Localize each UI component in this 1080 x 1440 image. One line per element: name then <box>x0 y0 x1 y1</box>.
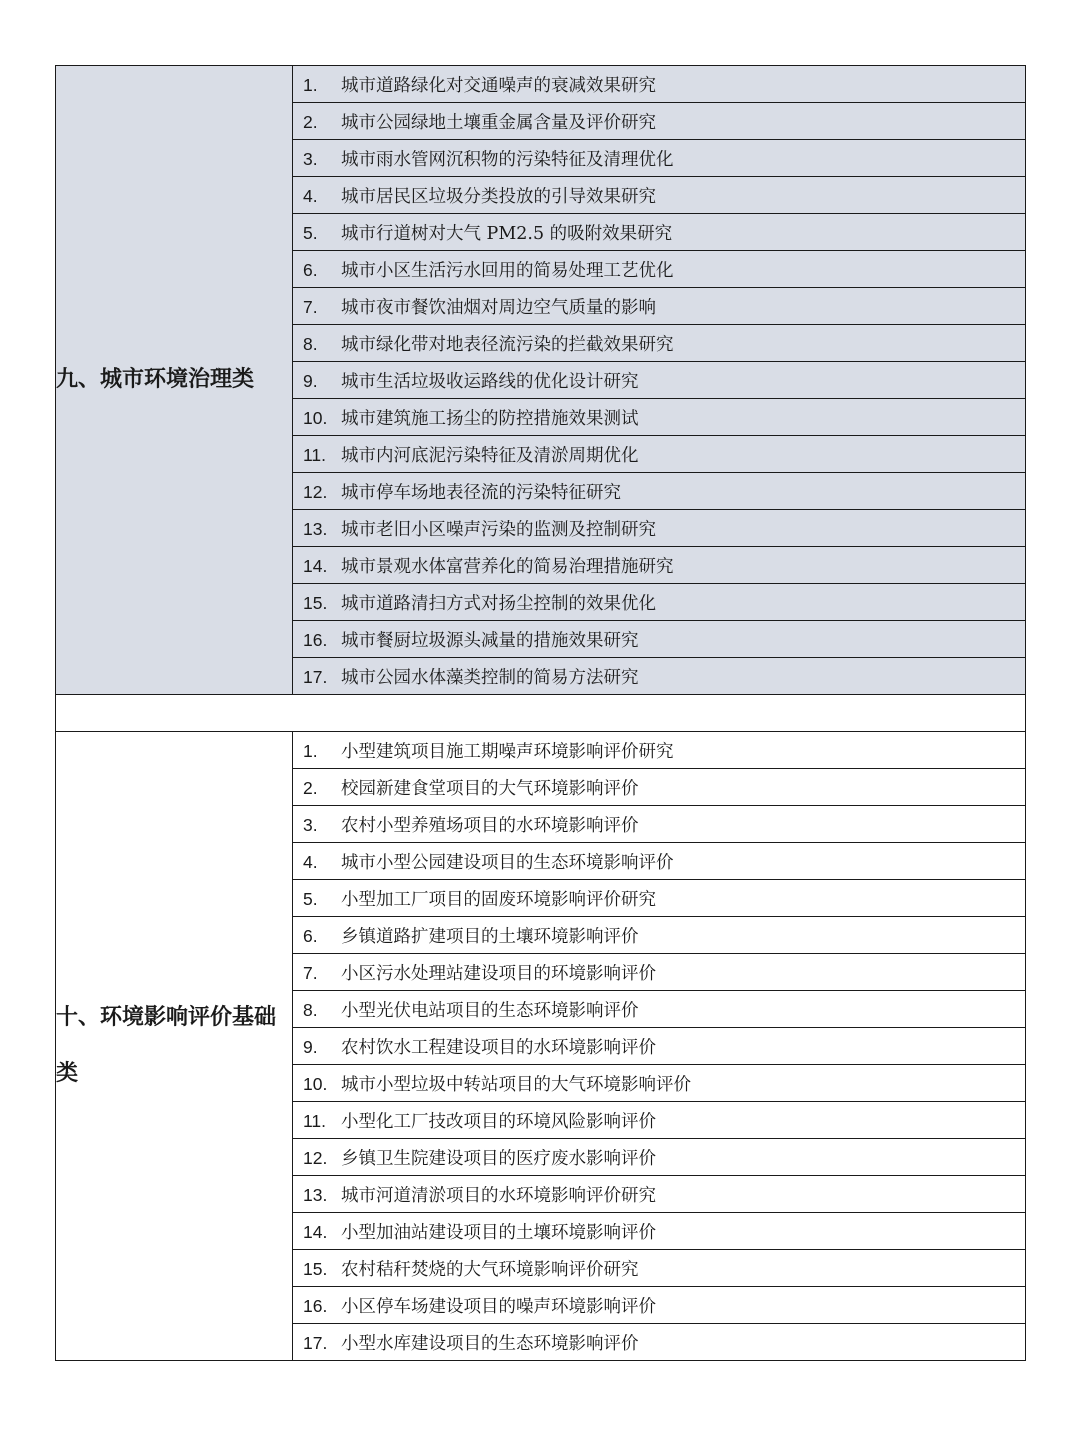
topic-cell <box>293 991 1026 1028</box>
topic-cell <box>293 806 1026 843</box>
topic-cell <box>293 510 1026 547</box>
topic-cell <box>293 769 1026 806</box>
topics-table <box>55 65 1026 1361</box>
topic-text: 城市绿化带对地表径流污染的拦截效果研究 <box>341 334 674 355</box>
topic-number: 1. <box>303 740 318 761</box>
section9-row <box>56 66 1026 103</box>
topic-number: 14. <box>303 555 328 576</box>
topic-cell <box>293 1102 1026 1139</box>
topic-cell <box>293 140 1026 177</box>
topic-text: 农村秸秆焚烧的大气环境影响评价研究 <box>341 1259 639 1280</box>
topic-text: 城市公园水体藻类控制的简易方法研究 <box>341 667 639 688</box>
topic-text: 城市老旧小区噪声污染的监测及控制研究 <box>341 519 656 540</box>
topic-text: 城市道路绿化对交通噪声的衰减效果研究 <box>341 75 656 96</box>
topic-text: 城市雨水管网沉积物的污染特征及清理优化 <box>341 149 674 170</box>
topic-cell <box>293 436 1026 473</box>
topic-text: 农村小型养殖场项目的水环境影响评价 <box>341 815 639 836</box>
topic-number: 10. <box>303 1073 328 1094</box>
topic-cell <box>293 1139 1026 1176</box>
topic-cell <box>293 251 1026 288</box>
topic-cell <box>293 103 1026 140</box>
topic-cell <box>293 288 1026 325</box>
topic-text: 城市道路清扫方式对扬尘控制的效果优化 <box>341 593 656 614</box>
topic-text: 小型光伏电站项目的生态环境影响评价 <box>341 1000 639 1021</box>
topic-number: 15. <box>303 1258 328 1279</box>
topic-number: 11. <box>303 444 327 465</box>
topic-cell <box>293 1028 1026 1065</box>
topic-cell <box>293 732 1026 769</box>
topic-text: 城市小型公园建设项目的生态环境影响评价 <box>341 852 674 873</box>
topic-number: 1. <box>303 74 318 95</box>
topic-number: 9. <box>303 370 318 391</box>
topic-text: 小型化工厂技改项目的环境风险影响评价 <box>341 1111 656 1132</box>
topic-cell <box>293 547 1026 584</box>
topic-text: 小型水库建设项目的生态环境影响评价 <box>341 1333 639 1354</box>
topic-number: 3. <box>303 814 318 835</box>
topic-number: 12. <box>303 481 328 502</box>
topic-text: 城市夜市餐饮油烟对周边空气质量的影响 <box>341 297 656 318</box>
spacer-row <box>56 695 1026 732</box>
topic-text: 城市小型垃圾中转站项目的大气环境影响评价 <box>341 1074 691 1095</box>
topic-number: 16. <box>303 1295 328 1316</box>
topic-number: 5. <box>303 222 318 243</box>
topic-number: 7. <box>303 962 318 983</box>
topic-cell <box>293 621 1026 658</box>
topic-text: 城市餐厨垃圾源头减量的措施效果研究 <box>341 630 639 651</box>
topic-text: 小型加油站建设项目的土壤环境影响评价 <box>341 1222 656 1243</box>
section10-category-title: 十、环境影响评价基础类 <box>56 732 293 1361</box>
topic-number: 15. <box>303 592 328 613</box>
topic-cell <box>293 473 1026 510</box>
topic-cell <box>293 880 1026 917</box>
topic-text: 城市居民区垃圾分类投放的引导效果研究 <box>341 186 656 207</box>
topic-number: 3. <box>303 148 318 169</box>
topic-text: 城市建筑施工扬尘的防控措施效果测试 <box>341 408 639 429</box>
topic-number: 6. <box>303 259 318 280</box>
topic-number: 17. <box>303 1332 328 1353</box>
topic-cell <box>293 1250 1026 1287</box>
topic-number: 14. <box>303 1221 328 1242</box>
topics-table-body <box>56 66 1026 1361</box>
topic-cell <box>293 399 1026 436</box>
section10-row <box>56 732 1026 769</box>
topic-cell <box>293 177 1026 214</box>
topic-number: 13. <box>303 1184 328 1205</box>
topic-number: 10. <box>303 407 328 428</box>
topic-cell <box>293 1176 1026 1213</box>
topic-cell <box>293 1324 1026 1361</box>
topic-number: 17. <box>303 666 328 687</box>
topic-text: 农村饮水工程建设项目的水环境影响评价 <box>341 1037 656 1058</box>
topic-number: 4. <box>303 851 318 872</box>
topic-cell <box>293 584 1026 621</box>
topic-text: 城市生活垃圾收运路线的优化设计研究 <box>341 371 639 392</box>
topic-number: 16. <box>303 629 328 650</box>
section9-category-title: 九、城市环境治理类 <box>56 66 293 695</box>
topic-number: 12. <box>303 1147 328 1168</box>
topic-number: 5. <box>303 888 318 909</box>
topic-text: 乡镇道路扩建项目的土壤环境影响评价 <box>341 926 639 947</box>
topic-text: 城市河道清淤项目的水环境影响评价研究 <box>341 1185 656 1206</box>
topic-text: 城市公园绿地土壤重金属含量及评价研究 <box>341 112 656 133</box>
topic-number: 2. <box>303 777 318 798</box>
topic-cell <box>293 1287 1026 1324</box>
topic-number: 8. <box>303 333 318 354</box>
topic-cell <box>293 362 1026 399</box>
topic-cell <box>293 214 1026 251</box>
topic-text: 城市景观水体富营养化的简易治理措施研究 <box>341 556 674 577</box>
topic-cell <box>293 658 1026 695</box>
topic-text: 小区污水处理站建设项目的环境影响评价 <box>341 963 656 984</box>
topic-cell <box>293 843 1026 880</box>
topic-number: 6. <box>303 925 318 946</box>
topic-number: 13. <box>303 518 328 539</box>
topic-text: 小型加工厂项目的固废环境影响评价研究 <box>341 889 656 910</box>
topic-number: 9. <box>303 1036 318 1057</box>
topic-text: 乡镇卫生院建设项目的医疗废水影响评价 <box>341 1148 656 1169</box>
topic-cell <box>293 954 1026 991</box>
topic-cell <box>293 1065 1026 1102</box>
topic-text: 校园新建食堂项目的大气环境影响评价 <box>341 778 639 799</box>
topic-number: 7. <box>303 296 318 317</box>
topic-text: 城市内河底泥污染特征及清淤周期优化 <box>341 445 639 466</box>
spacer-cell <box>56 695 1026 732</box>
topic-number: 8. <box>303 999 318 1020</box>
topic-text: 城市停车场地表径流的污染特征研究 <box>341 482 621 503</box>
topic-text: 城市小区生活污水回用的简易处理工艺优化 <box>341 260 674 281</box>
topic-number: 4. <box>303 185 318 206</box>
topic-cell <box>293 325 1026 362</box>
topic-cell <box>293 1213 1026 1250</box>
topic-text: 城市行道树对大气 PM2.5 的吸附效果研究 <box>341 223 673 244</box>
topic-text: 小型建筑项目施工期噪声环境影响评价研究 <box>341 741 674 762</box>
topic-number: 11. <box>303 1110 327 1131</box>
topic-text: 小区停车场建设项目的噪声环境影响评价 <box>341 1296 656 1317</box>
topic-cell <box>293 917 1026 954</box>
topic-number: 2. <box>303 111 318 132</box>
topic-cell <box>293 66 1026 103</box>
